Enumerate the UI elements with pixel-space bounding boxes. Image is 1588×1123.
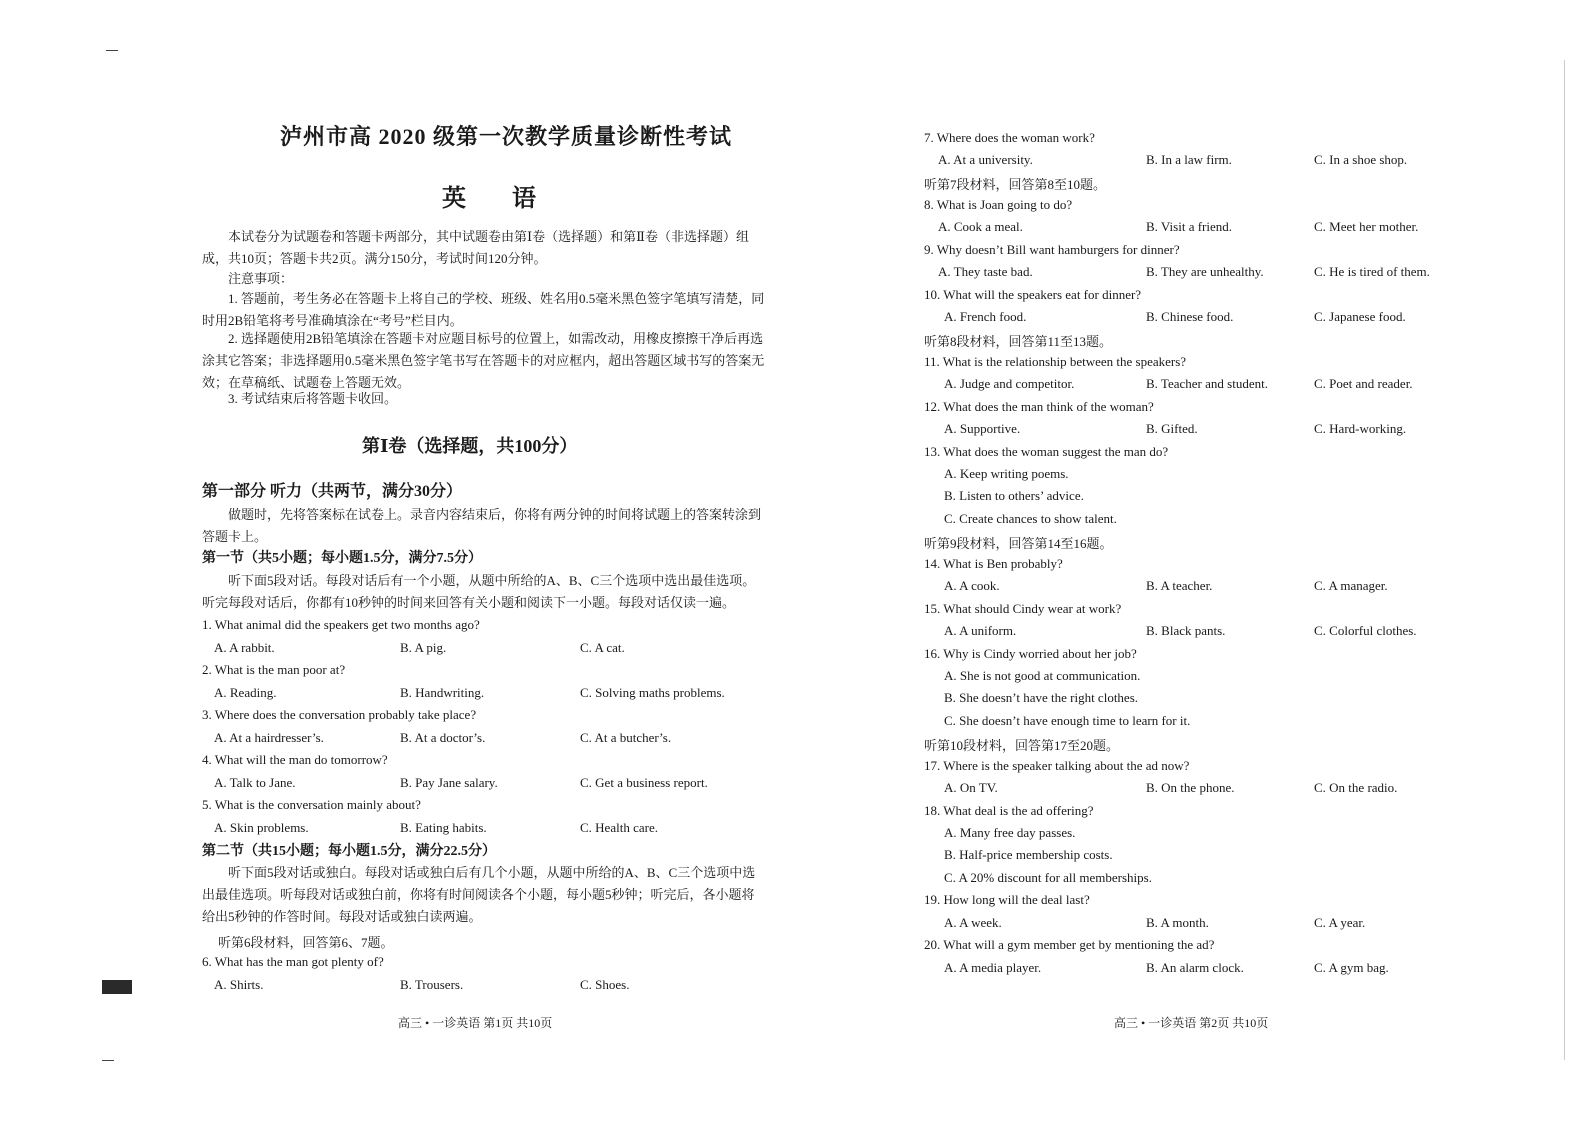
question-19: 19. How long will the deal last?: [924, 892, 1090, 907]
q17-option-b: B. On the phone.: [1146, 780, 1235, 795]
question-5: 5. What is the conversation mainly about?: [202, 797, 421, 812]
material-7: 听第7段材料，回答第8至10题。: [924, 177, 1107, 192]
q14-option-b: B. A teacher.: [1146, 578, 1213, 593]
notice-2: 2. 选择题使用2B铅笔填涂在答题卡对应题目标号的位置上，如需改动，用橡皮擦擦干净后再选涂其它答案；非选择题用0.5毫米黑色签字笔书写在答题卡的对应框内，超出答题区域书写的答案无效；在草稿纸、试题卷上答题无效。: [202, 331, 765, 390]
q3-option-c: C. At a butcher’s.: [580, 730, 672, 745]
q5-option-b: B. Eating habits.: [400, 820, 487, 835]
material-9: 听第9段材料，回答第14至16题。: [924, 536, 1113, 551]
exam-title: 泸州市高 2020 级第一次教学质量诊断性考试: [280, 124, 733, 149]
question-20: 20. What will a gym member get by mentioning the ad?: [924, 937, 1215, 952]
section2-intro: 听下面5段对话或独白。每段对话或独白后有几个小题，从题中所给的A、B、C三个选项中选出最佳选项。听每段对话或独白前，你将有时间阅读各个小题，每小题5秒钟；听完后，各小题将给出5秒钟的作答时间。每段对话或独白读两遍。: [202, 865, 756, 924]
q4-option-a: A. Talk to Jane.: [214, 775, 296, 790]
q17-option-c: C. On the radio.: [1314, 780, 1398, 795]
section1-intro: 听下面5段对话。每段对话后有一个小题，从题中所给的A、B、C三个选项中选出最佳选项。听完每段对话后，你都有10秒钟的时间来回答有关小题和阅读下一小题。每段对话仅读一遍。: [202, 573, 756, 610]
q4-option-c: C. Get a business report.: [580, 775, 708, 790]
q1-option-a: A. A rabbit.: [214, 640, 275, 655]
q19-option-a: A. A week.: [944, 915, 1002, 930]
subject-title: 英 语: [442, 186, 556, 212]
q14-option-a: A. A cook.: [944, 578, 1000, 593]
q10-option-c: C. Japanese food.: [1314, 309, 1406, 324]
q1-option-c: C. A cat.: [580, 640, 625, 655]
question-6: 6. What has the man got plenty of?: [202, 954, 384, 969]
q15-option-b: B. Black pants.: [1146, 623, 1226, 638]
question-1: 1. What animal did the speakers get two months ago?: [202, 617, 480, 632]
q20-option-c: C. A gym bag.: [1314, 960, 1389, 975]
q3-option-a: A. At a hairdresser’s.: [214, 730, 324, 745]
q20-option-a: A. A media player.: [944, 960, 1042, 975]
q2-option-b: B. Handwriting.: [400, 685, 485, 700]
q7-option-c: C. In a shoe shop.: [1314, 152, 1408, 167]
question-7: 7. Where does the woman work?: [924, 130, 1095, 145]
q16-option-b: B. She doesn’t have the right clothes.: [944, 690, 1139, 705]
q16-option-a: A. She is not good at communication.: [944, 668, 1141, 683]
q18-option-a: A. Many free day passes.: [944, 825, 1076, 840]
question-13: 13. What does the woman suggest the man do?: [924, 444, 1169, 459]
question-2: 2. What is the man poor at?: [202, 662, 346, 677]
q13-option-c: C. Create chances to show talent.: [944, 511, 1117, 526]
scan-mark-bottom: [102, 1060, 114, 1061]
q19-option-b: B. A month.: [1146, 915, 1209, 930]
scan-mark-top: [106, 50, 118, 51]
q13-option-b: B. Listen to others’ advice.: [944, 488, 1084, 503]
notice-1: 1. 答题前，考生务必在答题卡上将自己的学校、班级、姓名用0.5毫米黑色签字笔填写清楚，同时用2B铅笔将考号准确填涂在“考号”栏目内。: [202, 291, 765, 328]
question-12: 12. What does the man think of the woman?: [924, 399, 1154, 414]
question-16: 16. Why is Cindy worried about her job?: [924, 646, 1137, 661]
q8-option-c: C. Meet her mother.: [1314, 219, 1419, 234]
question-11: 11. What is the relationship between the speakers?: [924, 354, 1187, 369]
question-8: 8. What is Joan going to do?: [924, 197, 1073, 212]
question-15: 15. What should Cindy wear at work?: [924, 601, 1122, 616]
q8-option-a: A. Cook a meal.: [938, 219, 1023, 234]
q9-option-b: B. They are unhealthy.: [1146, 264, 1264, 279]
q2-option-a: A. Reading.: [214, 685, 277, 700]
q13-option-a: A. Keep writing poems.: [944, 466, 1069, 481]
volume-title: 第Ⅰ卷（选择题，共100分）: [362, 436, 578, 456]
page-footer-1: 高三 • 一诊英语 第1页 共10页: [398, 1016, 553, 1030]
material-10: 听第10段材料，回答第17至20题。: [924, 738, 1120, 753]
notice-3: 3. 考试结束后将答题卡收回。: [228, 391, 398, 406]
q6-option-b: B. Trousers.: [400, 977, 464, 992]
q12-option-b: B. Gifted.: [1146, 421, 1198, 436]
q12-option-a: A. Supportive.: [944, 421, 1021, 436]
q11-option-b: B. Teacher and student.: [1146, 376, 1268, 391]
q5-option-c: C. Health care.: [580, 820, 658, 835]
q16-option-c: C. She doesn’t have enough time to learn for it.: [944, 713, 1191, 728]
q9-option-c: C. He is tired of them.: [1314, 264, 1430, 279]
intro-text: 本试卷分为试题卷和答题卡两部分，其中试题卷由第Ⅰ卷（选择题）和第Ⅱ卷（非选择题）组成，共10页；答题卡共2页。满分150分，考试时间120分钟。: [202, 229, 749, 266]
q4-option-b: B. Pay Jane salary.: [400, 775, 498, 790]
question-3: 3. Where does the conversation probably take place?: [202, 707, 477, 722]
question-18: 18. What deal is the ad offering?: [924, 803, 1094, 818]
material-6: 听第6段材料，回答第6、7题。: [218, 935, 394, 950]
q10-option-a: A. French food.: [944, 309, 1027, 324]
question-4: 4. What will the man do tomorrow?: [202, 752, 388, 767]
registration-block: [102, 980, 132, 994]
q1-option-b: B. A pig.: [400, 640, 447, 655]
q7-option-b: B. In a law firm.: [1146, 152, 1232, 167]
q14-option-c: C. A manager.: [1314, 578, 1388, 593]
q12-option-c: C. Hard-working.: [1314, 421, 1407, 436]
q18-option-c: C. A 20% discount for all memberships.: [944, 870, 1152, 885]
q15-option-a: A. A uniform.: [944, 623, 1017, 638]
q11-option-c: C. Poet and reader.: [1314, 376, 1413, 391]
question-9: 9. Why doesn’t Bill want hamburgers for dinner?: [924, 242, 1180, 257]
q6-option-c: C. Shoes.: [580, 977, 630, 992]
part-title: 第一部分 听力（共两节，满分30分）: [202, 483, 463, 500]
q8-option-b: B. Visit a friend.: [1146, 219, 1232, 234]
question-17: 17. Where is the speaker talking about the ad now?: [924, 758, 1190, 773]
q19-option-c: C. A year.: [1314, 915, 1366, 930]
part-intro: 做题时，先将答案标在试卷上。录音内容结束后，你将有两分钟的时间将试题上的答案转涂到答题卡上。: [202, 507, 762, 544]
q2-option-c: C. Solving maths problems.: [580, 685, 725, 700]
notice-heading: 注意事项：: [228, 271, 294, 286]
question-14: 14. What is Ben probably?: [924, 556, 1063, 571]
q11-option-a: A. Judge and competitor.: [944, 376, 1075, 391]
section1-title: 第一节（共5小题；每小题1.5分，满分7.5分）: [202, 551, 482, 566]
section2-title: 第二节（共15小题；每小题1.5分，满分22.5分）: [202, 844, 496, 859]
right-edge-line: [1564, 60, 1565, 1060]
material-8: 听第8段材料，回答第11至13题。: [924, 334, 1113, 349]
q9-option-a: A. They taste bad.: [938, 264, 1033, 279]
question-10: 10. What will the speakers eat for dinner?: [924, 287, 1142, 302]
q10-option-b: B. Chinese food.: [1146, 309, 1234, 324]
page-footer-2: 高三 • 一诊英语 第2页 共10页: [1114, 1016, 1269, 1030]
q5-option-a: A. Skin problems.: [214, 820, 309, 835]
q17-option-a: A. On TV.: [944, 780, 998, 795]
q7-option-a: A. At a university.: [938, 152, 1033, 167]
q20-option-b: B. An alarm clock.: [1146, 960, 1244, 975]
right-page: [794, 0, 1588, 1123]
q6-option-a: A. Shirts.: [214, 977, 264, 992]
q15-option-c: C. Colorful clothes.: [1314, 623, 1417, 638]
q18-option-b: B. Half-price membership costs.: [944, 847, 1113, 862]
q3-option-b: B. At a doctor’s.: [400, 730, 486, 745]
